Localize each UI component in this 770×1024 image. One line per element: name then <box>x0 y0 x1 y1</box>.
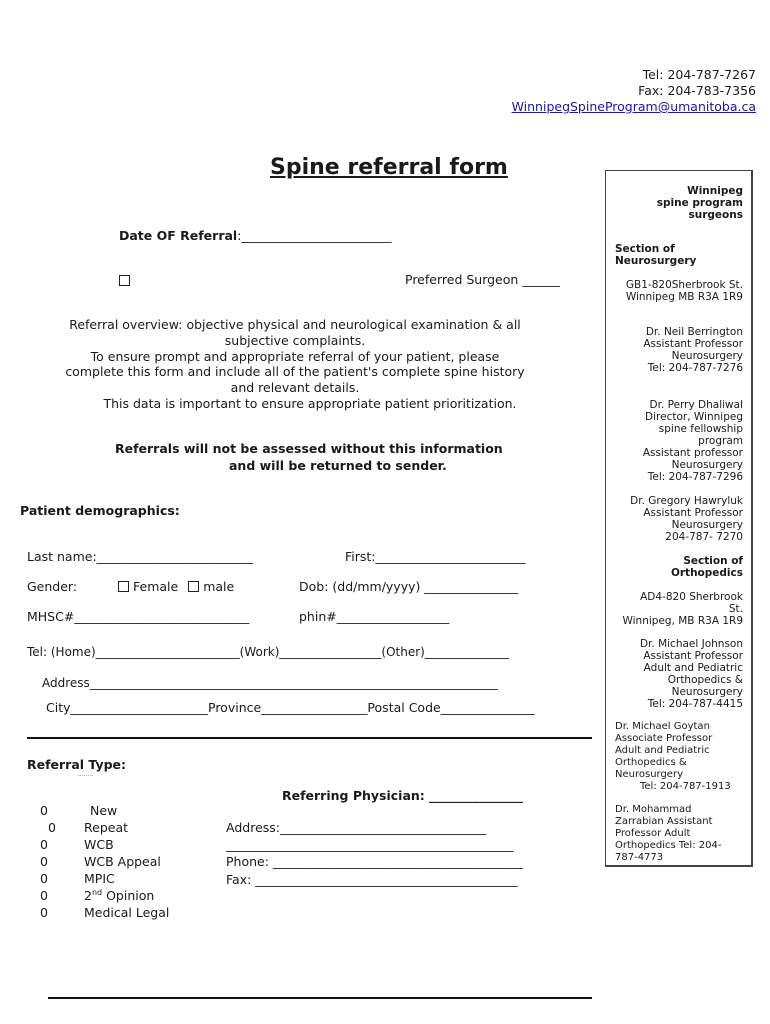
referring-physician-field[interactable]: Referring Physician: _______________ <box>282 788 523 803</box>
surgeon-line: Tel: 204-787-7296 <box>647 471 743 483</box>
tel-fields[interactable]: Tel: (Home)________________________(Work)_________________(Other)______________ <box>27 645 509 659</box>
overview-line: This data is important to ensure appropriate patient prioritization. <box>103 395 517 411</box>
date-of-referral-field[interactable]: :________________________ <box>237 228 392 243</box>
email-link[interactable]: WinnipegSpineProgram@umanitoba.ca <box>511 99 756 114</box>
checkbox-icon[interactable] <box>188 581 199 592</box>
referral-option-num[interactable]: 0 <box>40 905 48 920</box>
surgeon-goytan <box>615 721 731 793</box>
address-line: Winnipeg MB R3A 1R9 <box>625 291 743 303</box>
address-line: Winnipeg, MB R3A 1R9 <box>622 615 743 627</box>
date-of-referral[interactable] <box>119 228 391 243</box>
checkbox-icon[interactable] <box>119 275 130 286</box>
surgeon-line: Assistant Professor <box>643 507 743 519</box>
referral-option-new: New <box>90 803 118 818</box>
referral-option-second-opinion: 2nd Opinion <box>84 888 155 904</box>
surgeon-line: Neurosurgery <box>615 769 683 780</box>
referral-option-num[interactable]: 0 <box>40 837 48 852</box>
surgeon-line: 787-4773 <box>615 852 664 863</box>
surgeon-line: Dr. Michael Goytan <box>615 721 710 732</box>
referral-overview <box>20 317 570 412</box>
referral-option-num[interactable]: 0 <box>40 871 48 886</box>
male-label: male <box>203 579 235 594</box>
physician-address-field[interactable]: Address:_________________________________ <box>226 820 487 835</box>
section-line: Section of <box>683 555 743 567</box>
referral-option-num[interactable]: 0 <box>40 803 48 818</box>
section-line: Orthopedics <box>670 567 743 579</box>
last-name-field[interactable]: Last name:_________________________ <box>27 549 253 564</box>
first-name-field[interactable]: First:________________________ <box>345 549 526 564</box>
referral-option-wcb-appeal: WCB Appeal <box>84 854 161 869</box>
phin-field[interactable]: phin#__________________ <box>299 609 450 624</box>
surgeon-line: Tel: 204-787-4415 <box>647 698 743 710</box>
surgeon-line: Associate Professor <box>615 733 713 744</box>
section-line: Section of <box>615 243 675 255</box>
referral-checkbox[interactable] <box>119 273 134 288</box>
surgeon-line: Director, Winnipeg <box>645 411 743 423</box>
female-label: Female <box>133 579 179 594</box>
warning-line-1: Referrals will not be assessed without this information <box>115 441 503 456</box>
surgeon-line: Assistant professor <box>642 447 743 459</box>
surgeon-line: Dr. Gregory Hawryluk <box>630 495 743 507</box>
surgeon-line: Tel: 204-787-1913 <box>640 781 731 792</box>
surgeon-line: spine fellowship <box>658 423 743 435</box>
address-line: AD4-820 Sherbrook <box>640 591 743 603</box>
gender-female-option[interactable] <box>118 579 234 594</box>
referral-option-mpic: MPIC <box>84 871 115 886</box>
page-title: Spine referral form <box>270 155 508 180</box>
section-divider <box>27 737 592 739</box>
surgeon-line: 204-787- 7270 <box>665 531 743 543</box>
overview-line: To ensure prompt and appropriate referral of your patient, please <box>90 348 500 364</box>
surgeon-line: Dr. Perry Dhaliwal <box>649 399 743 411</box>
surgeon-line: Neurosurgery <box>671 350 743 362</box>
surgeon-dhaliwal <box>643 399 743 483</box>
sidebar-heading <box>657 185 743 221</box>
referral-type-heading: Referral Type: <box>27 757 127 772</box>
gender-label: Gender: <box>27 579 78 594</box>
surgeon-line: Zarrabian Assistant <box>615 816 713 827</box>
address-line: GB1-820Sherbrook St. <box>625 279 743 291</box>
surgeon-line: Orthopedics Tel: 204- <box>615 840 722 851</box>
surgeon-line: Assistant Professor <box>643 338 743 350</box>
orthopedics-address <box>622 591 743 627</box>
surgeon-line: Orthopedics & <box>667 674 743 686</box>
overview-line: Referral overview: objective physical and neurological examination & all <box>69 317 521 332</box>
surgeon-line: Neurosurgery <box>671 459 743 471</box>
address-line: St. <box>728 603 743 615</box>
surgeon-line: Orthopedics & <box>615 757 687 768</box>
date-of-referral-label: Date OF Referral <box>119 228 238 243</box>
physician-address-line2[interactable]: ______________________________________________ <box>226 837 514 852</box>
sidebar-heading-line: Winnipeg <box>687 185 743 197</box>
surgeon-hawryluk <box>630 495 743 543</box>
surgeons-sidebar <box>605 170 753 867</box>
referral-option-num[interactable]: 0 <box>48 820 56 835</box>
referral-option-wcb: WCB <box>84 837 114 852</box>
city-province-postal-fields[interactable]: City______________________Province_________________Postal Code_______________ <box>46 700 535 715</box>
physician-fax-field[interactable]: Fax: __________________________________________ <box>226 872 518 887</box>
overview-line: and relevant details. <box>230 380 360 396</box>
referral-type-mark: ........ <box>78 771 94 778</box>
surgeon-line: Tel: 204-787-7276 <box>647 362 743 374</box>
surgeon-line: Adult and Pediatric <box>615 745 710 756</box>
physician-phone-field[interactable]: Phone: ________________________________________ <box>226 854 523 869</box>
overview-line: subjective complaints. <box>224 332 366 348</box>
referral-option-repeat: Repeat <box>84 820 129 835</box>
sidebar-heading-line: spine program <box>656 197 743 209</box>
neurosurgery-address <box>626 279 743 303</box>
overview-line: complete this form and include all of the patient's complete spine history <box>65 364 525 380</box>
surgeon-line: Dr. Mohammad <box>615 804 692 815</box>
surgeon-line: Professor Adult <box>615 828 691 839</box>
surgeon-johnson <box>640 638 743 710</box>
surgeon-line: Dr. Michael Johnson <box>639 638 743 650</box>
checkbox-icon[interactable] <box>118 581 129 592</box>
referral-option-num[interactable]: 0 <box>40 854 48 869</box>
contact-email[interactable] <box>512 99 756 115</box>
sidebar-heading-line: surgeons <box>688 209 743 221</box>
bottom-divider <box>48 997 592 999</box>
contact-tel: Tel: 204-787-7267 <box>642 67 756 82</box>
surgeon-line: Dr. Neil Berrington <box>645 326 743 338</box>
warning-line-2: and will be returned to sender. <box>229 458 447 473</box>
referral-option-num[interactable]: 0 <box>40 888 48 903</box>
orthopedics-section <box>671 555 743 579</box>
address-field[interactable]: Address____________________________________________________________________ <box>42 676 498 690</box>
surgeon-zarrabian <box>615 804 740 864</box>
surgeon-berrington <box>618 326 743 374</box>
demographics-heading: Patient demographics: <box>20 503 180 518</box>
surgeon-line: Neurosurgery <box>671 686 743 698</box>
referral-option-medical-legal: Medical Legal <box>84 905 170 920</box>
mhsc-field[interactable]: MHSC#____________________________ <box>27 609 250 624</box>
surgeon-line: program <box>698 435 743 447</box>
section-line: Neurosurgery <box>615 255 697 267</box>
contact-fax: Fax: 204-783-7356 <box>638 83 756 98</box>
preferred-surgeon-field[interactable]: Preferred Surgeon ______ <box>405 272 560 287</box>
dob-field[interactable]: Dob: (dd/mm/yyyy) _______________ <box>299 579 519 594</box>
neurosurgery-section <box>615 243 696 267</box>
surgeon-line: Neurosurgery <box>671 519 743 531</box>
surgeon-line: Adult and Pediatric <box>643 662 743 674</box>
surgeon-line: Assistant Professor <box>643 650 743 662</box>
